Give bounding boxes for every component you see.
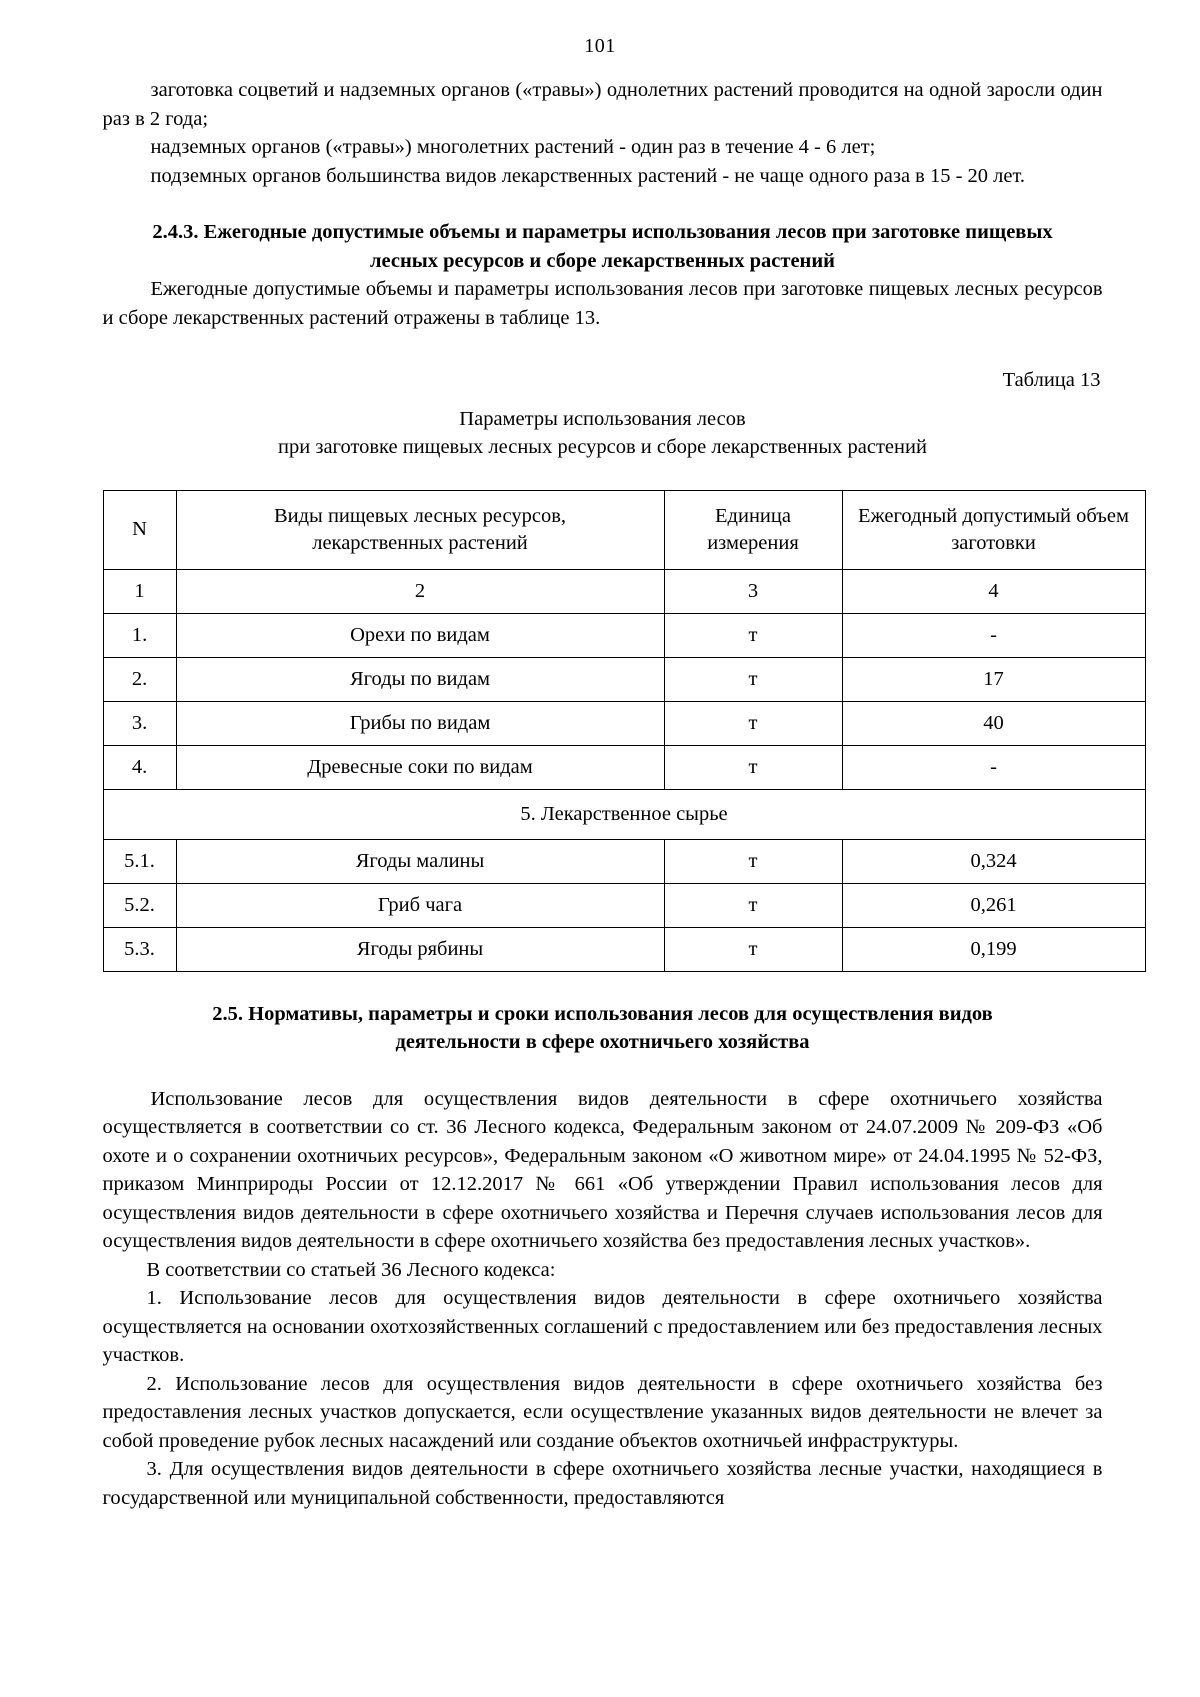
row-unit: т — [664, 701, 842, 745]
table-header-volume-line-2: заготовки — [951, 531, 1036, 554]
table-row — [103, 701, 1145, 745]
row-kind: Гриб чага — [176, 883, 664, 927]
table-row — [103, 839, 1145, 883]
section-heading-2-4-3: 2.4.3. Ежегодные допустимые объемы и параметры использования лесов при заготовке пищевых лесных ресурсов и сборе лекарственных растений — [152, 221, 1053, 272]
row-kind: Ягоды рябины — [176, 927, 664, 971]
table-header-unit-line-2: измерения — [707, 531, 799, 554]
table-group-label: 5. Лекарственное сырье — [103, 789, 1145, 839]
page-number: 101 — [584, 35, 616, 57]
table-column-numbering-row — [103, 569, 1145, 613]
parameters-table — [103, 490, 1146, 972]
intro-paragraph-3: подземных органов большинства видов лекарственных растений - не чаще одного раза в 15 - 20 лет. — [150, 164, 1026, 187]
row-kind: Ягоды по видам — [176, 657, 664, 701]
row-volume: - — [842, 745, 1145, 789]
section-heading-2-5: 2.5. Нормативы, параметры и сроки использования лесов для осуществления видов деятельности в сфере охотничьего хозяйства — [212, 1002, 993, 1053]
column-number-3: 3 — [664, 569, 842, 613]
section-2-5-paragraph-1: Использование лесов для осуществления видов деятельности в сфере охотничьего хозяйства осуществляется в соответствии со ст. 36 Лесного кодекса, Федеральным законом от 24.07.2009 № 209-ФЗ «Об охоте и о сохранении охотничьих ресурсов», Федеральным законом «О животном мире» от 24.04.1995 № 52-ФЗ, приказом Минприроды России от 12.12.2017 № 661 «Об утверждении Правил использования лесов для осуществления видов деятельности в сфере охотничьего хозяйства и Перечня случаев использования лесов для осуществления видов деятельности в сфере охотничьего хозяйства без предоставления лесных участков». — [102, 1087, 1103, 1252]
row-number: 5.3. — [103, 927, 176, 971]
section-2-4-3-body: Ежегодные допустимые объемы и параметры использования лесов при заготовке пищевых лесных ресурсов и сборе лекарственных растений отражены в таблице 13. — [102, 278, 1103, 329]
column-number-1: 1 — [103, 569, 176, 613]
row-number: 4. — [103, 745, 176, 789]
column-number-2: 2 — [176, 569, 664, 613]
section-2-5-paragraph-3: 1. Использование лесов для осуществления видов деятельности в сфере охотничьего хозяйства осуществляется на основании охотхозяйственных соглашений с предоставлением или без предоставления лесных участков. — [102, 1287, 1103, 1366]
table-header-kind-line-2: лекарственных растений — [312, 531, 528, 554]
row-unit: т — [664, 927, 842, 971]
intro-paragraph-1: заготовка соцветий и надземных органов («травы») однолетних растений проводится на одной заросли один раз в 2 года; — [102, 79, 1103, 130]
row-number: 5.1. — [103, 839, 176, 883]
row-volume: 40 — [842, 701, 1145, 745]
table-header-unit-line-1: Единица — [715, 504, 791, 527]
row-unit: т — [664, 745, 842, 789]
column-number-4: 4 — [842, 569, 1145, 613]
table-row — [103, 883, 1145, 927]
table-title-line-2: при заготовке пищевых лесных ресурсов и сборе лекарственных растений — [278, 436, 927, 458]
row-unit: т — [664, 839, 842, 883]
row-kind: Древесные соки по видам — [176, 745, 664, 789]
table-title-line-1: Параметры использования лесов — [459, 407, 746, 430]
row-unit: т — [664, 883, 842, 927]
page-content — [98, 56, 1129, 1512]
row-number: 2. — [103, 657, 176, 701]
row-number: 5.2. — [103, 883, 176, 927]
table-header-volume-line-1: Ежегодный допустимый объем — [858, 504, 1129, 527]
row-volume: 0,199 — [842, 927, 1145, 971]
intro-paragraph-2: надземных органов («травы») многолетних растений - один раз в течение 4 - 6 лет; — [150, 136, 876, 158]
row-kind: Грибы по видам — [176, 701, 664, 745]
table-header-row — [103, 490, 1145, 569]
row-volume: 17 — [842, 657, 1145, 701]
section-2-5-paragraph-5: 3. Для осуществления видов деятельности в сфере охотничьего хозяйства лесные участки, находящиеся в государственной или муниципальной собственности, предоставляются — [102, 1458, 1103, 1509]
section-2-5-paragraph-4: 2. Использование лесов для осуществления видов деятельности в сфере охотничьего хозяйства без предоставления лесных участков допускается, если осуществление указанных видов деятельности не влечет за собой проведение рубок лесных насаждений или создание объектов охотничьей инфраструктуры. — [102, 1372, 1103, 1452]
table-row — [103, 745, 1145, 789]
row-number: 1. — [103, 613, 176, 657]
row-unit: т — [664, 613, 842, 657]
table-header-kind-line-1: Виды пищевых лесных ресурсов, — [273, 504, 567, 527]
table-header-unit — [664, 490, 842, 569]
row-volume: 0,324 — [842, 839, 1145, 883]
row-kind: Орехи по видам — [176, 613, 664, 657]
row-number: 3. — [103, 701, 176, 745]
row-volume: - — [842, 613, 1145, 657]
table-header-kind — [176, 490, 664, 569]
table-header-volume — [842, 490, 1145, 569]
row-unit: т — [664, 657, 842, 701]
section-2-5-paragraph-2: В соответствии со статьей 36 Лесного кодекса: — [146, 1258, 556, 1281]
table-row — [103, 927, 1145, 971]
table-group-row — [103, 789, 1145, 839]
table-header-n: N — [103, 490, 176, 569]
table-row — [103, 657, 1145, 701]
table-label: Таблица 13 — [1002, 369, 1101, 391]
row-volume: 0,261 — [842, 883, 1145, 927]
row-kind: Ягоды малины — [176, 839, 664, 883]
table-row — [103, 613, 1145, 657]
